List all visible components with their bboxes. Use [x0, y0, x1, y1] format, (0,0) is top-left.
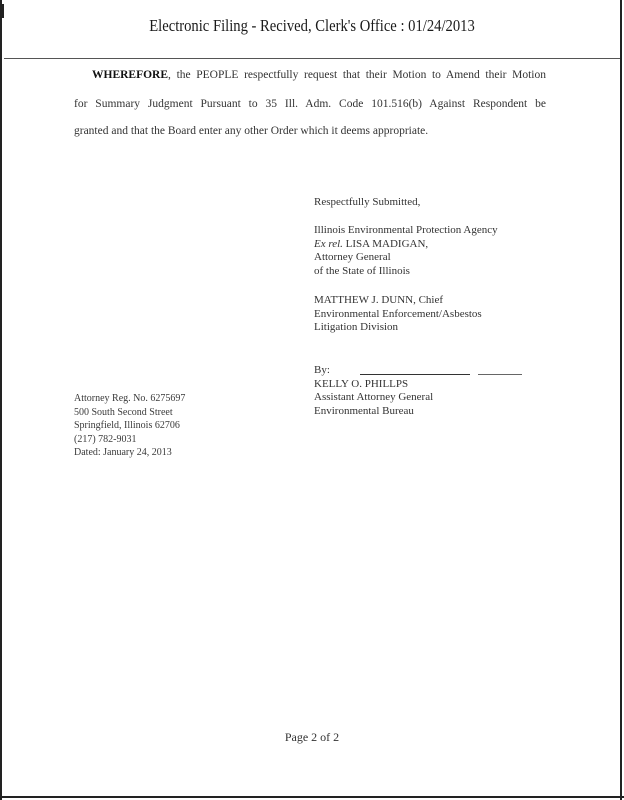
- respectfully-submitted: Respectfully Submitted,: [314, 196, 421, 208]
- address-city: Springfield, Illinois 62706: [74, 420, 180, 431]
- page-number: Page 2 of 2: [284, 730, 340, 744]
- signer-block: [314, 364, 522, 418]
- signature-line: [360, 374, 470, 375]
- address-block: [74, 392, 185, 460]
- chief-name: MATTHEW J. DUNN, Chief: [314, 294, 444, 306]
- division-block: [314, 294, 482, 335]
- scan-mark: [2, 4, 4, 18]
- signature-line-tail: [478, 374, 522, 375]
- division-line-2: Litigation Division: [314, 321, 399, 333]
- filing-header: Electronic Filing - Recived, Clerk's Office : 01/24/2013: [149, 16, 475, 35]
- attorney-reg-no: Attorney Reg. No. 6275697: [74, 393, 186, 404]
- ag-state: of the State of Illinois: [314, 264, 410, 277]
- scan-edge-left: [0, 0, 2, 800]
- agency-block: [314, 224, 498, 278]
- wherefore-label: WHEREFORE: [92, 69, 169, 81]
- address-street: 500 South Second Street: [74, 406, 173, 418]
- division-line-1: Environmental Enforcement/Asbestos: [314, 307, 482, 320]
- dated-line: Dated: January 24, 2013: [74, 447, 172, 458]
- body-line-1-text: , the PEOPLE respectfully request that their Motion to Amend their Motion: [168, 69, 546, 81]
- by-label: By:: [314, 364, 330, 376]
- header-rule: [4, 58, 620, 59]
- agency-name: Illinois Environmental Protection Agency: [314, 224, 498, 236]
- attorney-name: KELLY O. PHILLPS: [314, 377, 409, 390]
- signature-row: [314, 364, 522, 378]
- ex-rel-line: [314, 238, 498, 252]
- body-line-3: granted and that the Board enter any other Order which it deems appropriate.: [74, 125, 429, 137]
- scan-edge-bottom: [0, 796, 624, 798]
- phone-number: (217) 782-9031: [74, 433, 137, 445]
- attorney-title: Assistant Attorney General: [314, 391, 434, 403]
- ex-rel-name: LISA MADIGAN,: [342, 237, 429, 250]
- ex-rel-label: Ex rel.: [314, 237, 343, 250]
- bureau-name: Environmental Bureau: [314, 404, 414, 417]
- scan-edge-right: [620, 0, 622, 800]
- body-line-1: [74, 69, 546, 81]
- ag-title: Attorney General: [314, 251, 391, 263]
- body-line-2: for Summary Judgment Pursuant to 35 Ill. Adm. Code 101.516(b) Against Respondent be: [74, 98, 546, 110]
